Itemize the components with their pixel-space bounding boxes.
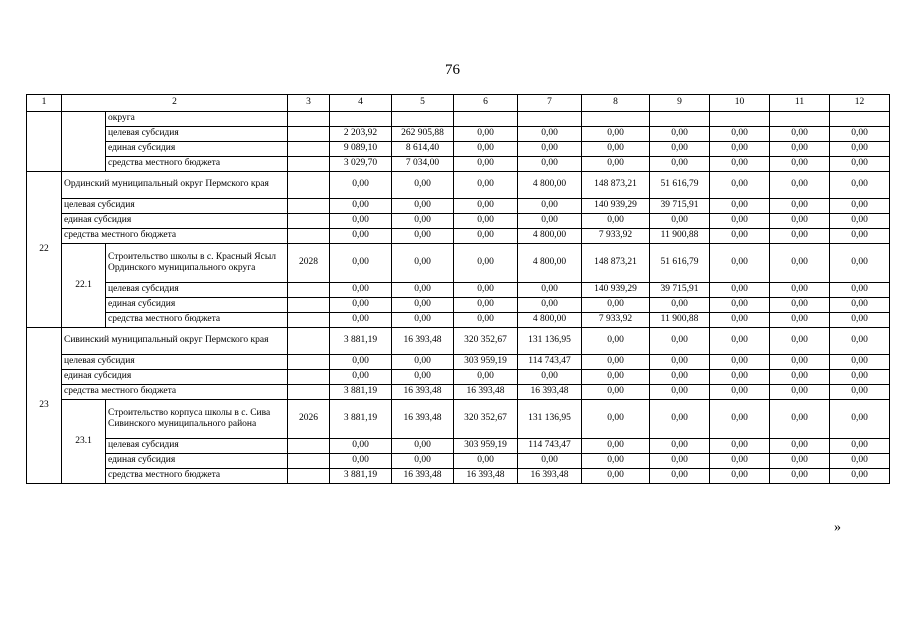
- value-cell: 9 089,10: [330, 142, 392, 157]
- index-cell: 23: [27, 328, 62, 484]
- value-cell: 0,00: [770, 439, 830, 454]
- value-cell: 0,00: [710, 127, 770, 142]
- row-label: Строительство школы в с. Красный Ясыл Ординского муниципального округа: [106, 244, 288, 283]
- value-cell: 0,00: [454, 370, 518, 385]
- value-cell: 0,00: [454, 214, 518, 229]
- row-label: целевая субсидия: [106, 127, 288, 142]
- year-cell: [288, 157, 330, 172]
- value-cell: 51 616,79: [650, 244, 710, 283]
- value-cell: 0,00: [392, 229, 454, 244]
- value-cell: 0,00: [392, 199, 454, 214]
- value-cell: 0,00: [392, 172, 454, 199]
- header-cell: 3: [288, 95, 330, 112]
- value-cell: 0,00: [392, 355, 454, 370]
- value-cell: 4 800,00: [518, 172, 582, 199]
- value-cell: 303 959,19: [454, 439, 518, 454]
- row-label: целевая субсидия: [62, 199, 288, 214]
- value-cell: 0,00: [518, 370, 582, 385]
- value-cell: 0,00: [710, 199, 770, 214]
- value-cell: 0,00: [710, 298, 770, 313]
- year-cell: [288, 385, 330, 400]
- value-cell: 0,00: [830, 244, 890, 283]
- value-cell: [518, 112, 582, 127]
- table-row: [27, 313, 890, 328]
- value-cell: 0,00: [650, 127, 710, 142]
- value-cell: 0,00: [454, 172, 518, 199]
- value-cell: 4 800,00: [518, 313, 582, 328]
- value-cell: 0,00: [330, 244, 392, 283]
- value-cell: [392, 112, 454, 127]
- year-cell: 2026: [288, 400, 330, 439]
- value-cell: 4 800,00: [518, 244, 582, 283]
- value-cell: 0,00: [770, 328, 830, 355]
- value-cell: 320 352,67: [454, 328, 518, 355]
- value-cell: 0,00: [770, 214, 830, 229]
- value-cell: 0,00: [650, 469, 710, 484]
- year-cell: [288, 454, 330, 469]
- value-cell: 0,00: [830, 400, 890, 439]
- value-cell: 39 715,91: [650, 283, 710, 298]
- value-cell: 0,00: [830, 157, 890, 172]
- year-cell: [288, 283, 330, 298]
- value-cell: 0,00: [330, 370, 392, 385]
- value-cell: 0,00: [330, 313, 392, 328]
- header-row: [27, 95, 890, 112]
- value-cell: 0,00: [582, 469, 650, 484]
- value-cell: 0,00: [650, 328, 710, 355]
- year-cell: [288, 214, 330, 229]
- value-cell: 16 393,48: [392, 400, 454, 439]
- value-cell: 0,00: [770, 313, 830, 328]
- value-cell: 11 900,88: [650, 229, 710, 244]
- value-cell: 114 743,47: [518, 439, 582, 454]
- value-cell: [454, 112, 518, 127]
- value-cell: 131 136,95: [518, 400, 582, 439]
- value-cell: 0,00: [330, 214, 392, 229]
- value-cell: 148 873,21: [582, 172, 650, 199]
- value-cell: 0,00: [710, 214, 770, 229]
- year-cell: [288, 172, 330, 199]
- value-cell: 7 034,00: [392, 157, 454, 172]
- value-cell: 0,00: [582, 214, 650, 229]
- value-cell: 0,00: [710, 229, 770, 244]
- value-cell: 0,00: [330, 298, 392, 313]
- value-cell: 0,00: [518, 454, 582, 469]
- value-cell: 0,00: [830, 439, 890, 454]
- value-cell: 0,00: [770, 283, 830, 298]
- value-cell: 0,00: [830, 313, 890, 328]
- value-cell: 320 352,67: [454, 400, 518, 439]
- table-row: [27, 370, 890, 385]
- value-cell: 0,00: [518, 298, 582, 313]
- budget-table: [26, 94, 890, 484]
- row-label: Строительство корпуса школы в с. Сива Сивинского муниципального района: [106, 400, 288, 439]
- year-cell: [288, 229, 330, 244]
- header-cell: 8: [582, 95, 650, 112]
- value-cell: 16 393,48: [454, 469, 518, 484]
- value-cell: 2 203,92: [330, 127, 392, 142]
- value-cell: 0,00: [650, 214, 710, 229]
- value-cell: 0,00: [830, 355, 890, 370]
- value-cell: 3 881,19: [330, 385, 392, 400]
- value-cell: 0,00: [650, 370, 710, 385]
- year-cell: [288, 469, 330, 484]
- year-cell: [288, 439, 330, 454]
- continuation-mark: »: [834, 520, 841, 535]
- value-cell: 0,00: [518, 142, 582, 157]
- year-cell: [288, 298, 330, 313]
- value-cell: 0,00: [454, 229, 518, 244]
- value-cell: 0,00: [650, 142, 710, 157]
- value-cell: 0,00: [392, 283, 454, 298]
- table-row: [27, 199, 890, 214]
- value-cell: 0,00: [710, 370, 770, 385]
- value-cell: 0,00: [770, 385, 830, 400]
- value-cell: [582, 112, 650, 127]
- row-label: округа: [106, 112, 288, 127]
- index-cell: 22: [27, 172, 62, 328]
- value-cell: 16 393,48: [518, 385, 582, 400]
- header-cell: 2: [62, 95, 288, 112]
- table-row: [27, 400, 890, 439]
- value-cell: 0,00: [330, 283, 392, 298]
- value-cell: 0,00: [392, 244, 454, 283]
- table-row: [27, 298, 890, 313]
- value-cell: 0,00: [454, 454, 518, 469]
- header-cell: 1: [27, 95, 62, 112]
- table-row: [27, 454, 890, 469]
- value-cell: 0,00: [830, 385, 890, 400]
- header-cell: 12: [830, 95, 890, 112]
- value-cell: 0,00: [650, 157, 710, 172]
- table-row: [27, 157, 890, 172]
- header-cell: 10: [710, 95, 770, 112]
- value-cell: 0,00: [830, 214, 890, 229]
- table-row: [27, 214, 890, 229]
- table-row: [27, 229, 890, 244]
- row-label: средства местного бюджета: [62, 385, 288, 400]
- value-cell: 0,00: [710, 400, 770, 439]
- value-cell: 7 933,92: [582, 229, 650, 244]
- value-cell: 0,00: [582, 127, 650, 142]
- header-cell: 9: [650, 95, 710, 112]
- value-cell: 0,00: [330, 229, 392, 244]
- value-cell: 0,00: [518, 283, 582, 298]
- value-cell: 0,00: [454, 244, 518, 283]
- subindex-cell: [62, 112, 106, 172]
- row-label: единая субсидия: [106, 454, 288, 469]
- value-cell: [650, 112, 710, 127]
- value-cell: 0,00: [330, 439, 392, 454]
- table-row: [27, 328, 890, 355]
- year-cell: [288, 112, 330, 127]
- value-cell: 0,00: [454, 157, 518, 172]
- value-cell: 16 393,48: [392, 328, 454, 355]
- value-cell: 0,00: [582, 454, 650, 469]
- year-cell: [288, 328, 330, 355]
- value-cell: 0,00: [392, 370, 454, 385]
- value-cell: 0,00: [392, 313, 454, 328]
- table-row: [27, 112, 890, 127]
- value-cell: 0,00: [650, 355, 710, 370]
- value-cell: 0,00: [830, 172, 890, 199]
- year-cell: [288, 142, 330, 157]
- value-cell: 0,00: [582, 355, 650, 370]
- value-cell: 0,00: [710, 283, 770, 298]
- value-cell: 114 743,47: [518, 355, 582, 370]
- value-cell: 0,00: [830, 283, 890, 298]
- value-cell: [710, 112, 770, 127]
- year-cell: [288, 127, 330, 142]
- value-cell: 0,00: [770, 127, 830, 142]
- value-cell: 0,00: [582, 439, 650, 454]
- value-cell: 0,00: [830, 298, 890, 313]
- value-cell: 16 393,48: [392, 385, 454, 400]
- row-label: целевая субсидия: [106, 439, 288, 454]
- value-cell: 0,00: [650, 298, 710, 313]
- header-cell: 5: [392, 95, 454, 112]
- value-cell: 0,00: [830, 127, 890, 142]
- row-label: единая субсидия: [62, 214, 288, 229]
- value-cell: [770, 112, 830, 127]
- year-cell: [288, 355, 330, 370]
- value-cell: 0,00: [454, 298, 518, 313]
- table-row: [27, 283, 890, 298]
- value-cell: 0,00: [770, 355, 830, 370]
- row-label: единая субсидия: [106, 298, 288, 313]
- year-cell: 2028: [288, 244, 330, 283]
- value-cell: 3 881,19: [330, 469, 392, 484]
- value-cell: 0,00: [392, 454, 454, 469]
- value-cell: 0,00: [582, 328, 650, 355]
- value-cell: 0,00: [392, 439, 454, 454]
- value-cell: 8 614,40: [392, 142, 454, 157]
- value-cell: [830, 112, 890, 127]
- table-row: [27, 172, 890, 199]
- value-cell: 0,00: [710, 244, 770, 283]
- value-cell: 0,00: [650, 454, 710, 469]
- value-cell: 3 881,19: [330, 400, 392, 439]
- value-cell: 0,00: [710, 469, 770, 484]
- value-cell: 0,00: [710, 157, 770, 172]
- value-cell: 0,00: [330, 199, 392, 214]
- value-cell: 0,00: [518, 127, 582, 142]
- value-cell: 0,00: [650, 400, 710, 439]
- row-label: целевая субсидия: [106, 283, 288, 298]
- value-cell: 0,00: [770, 400, 830, 439]
- year-cell: [288, 370, 330, 385]
- value-cell: 0,00: [770, 370, 830, 385]
- value-cell: 0,00: [518, 214, 582, 229]
- value-cell: 262 905,88: [392, 127, 454, 142]
- value-cell: 0,00: [454, 127, 518, 142]
- value-cell: 16 393,48: [518, 469, 582, 484]
- value-cell: 148 873,21: [582, 244, 650, 283]
- table-row: [27, 469, 890, 484]
- header-cell: 6: [454, 95, 518, 112]
- value-cell: 0,00: [518, 199, 582, 214]
- value-cell: 0,00: [830, 328, 890, 355]
- value-cell: 0,00: [650, 385, 710, 400]
- value-cell: 0,00: [710, 313, 770, 328]
- row-label: Сивинский муниципальный округ Пермского края: [62, 328, 288, 355]
- value-cell: 0,00: [830, 370, 890, 385]
- value-cell: 16 393,48: [454, 385, 518, 400]
- value-cell: 0,00: [830, 142, 890, 157]
- value-cell: 4 800,00: [518, 229, 582, 244]
- value-cell: 0,00: [710, 142, 770, 157]
- year-cell: [288, 199, 330, 214]
- index-cell: [27, 112, 62, 172]
- value-cell: 0,00: [770, 454, 830, 469]
- row-label: единая субсидия: [106, 142, 288, 157]
- value-cell: 0,00: [710, 355, 770, 370]
- value-cell: 0,00: [830, 199, 890, 214]
- value-cell: 0,00: [710, 385, 770, 400]
- value-cell: 3 881,19: [330, 328, 392, 355]
- value-cell: 0,00: [710, 439, 770, 454]
- year-cell: [288, 313, 330, 328]
- value-cell: 0,00: [392, 214, 454, 229]
- table-row: [27, 142, 890, 157]
- value-cell: 0,00: [770, 172, 830, 199]
- value-cell: 0,00: [518, 157, 582, 172]
- table-row: [27, 385, 890, 400]
- table-row: [27, 355, 890, 370]
- row-label: Ординский муниципальный округ Пермского края: [62, 172, 288, 199]
- value-cell: 3 029,70: [330, 157, 392, 172]
- value-cell: 51 616,79: [650, 172, 710, 199]
- page-number: 76: [445, 62, 460, 78]
- value-cell: 303 959,19: [454, 355, 518, 370]
- subindex-cell: 22.1: [62, 244, 106, 328]
- table-row: [27, 244, 890, 283]
- header-cell: 4: [330, 95, 392, 112]
- value-cell: 0,00: [330, 454, 392, 469]
- value-cell: 0,00: [582, 400, 650, 439]
- value-cell: 0,00: [770, 244, 830, 283]
- value-cell: 0,00: [582, 142, 650, 157]
- value-cell: 0,00: [770, 469, 830, 484]
- value-cell: 0,00: [770, 199, 830, 214]
- header-cell: 7: [518, 95, 582, 112]
- value-cell: 16 393,48: [392, 469, 454, 484]
- value-cell: 0,00: [770, 142, 830, 157]
- value-cell: 0,00: [770, 229, 830, 244]
- value-cell: 0,00: [582, 157, 650, 172]
- value-cell: 0,00: [582, 385, 650, 400]
- subindex-cell: 23.1: [62, 400, 106, 484]
- value-cell: 0,00: [710, 454, 770, 469]
- value-cell: 0,00: [830, 229, 890, 244]
- value-cell: 0,00: [454, 313, 518, 328]
- table-row: [27, 439, 890, 454]
- value-cell: 0,00: [454, 142, 518, 157]
- value-cell: 140 939,29: [582, 199, 650, 214]
- row-label: средства местного бюджета: [106, 469, 288, 484]
- value-cell: 0,00: [330, 355, 392, 370]
- value-cell: 0,00: [454, 283, 518, 298]
- value-cell: [330, 112, 392, 127]
- value-cell: 0,00: [392, 298, 454, 313]
- row-label: средства местного бюджета: [106, 157, 288, 172]
- value-cell: 0,00: [710, 328, 770, 355]
- header-cell: 11: [770, 95, 830, 112]
- value-cell: 11 900,88: [650, 313, 710, 328]
- value-cell: 140 939,29: [582, 283, 650, 298]
- value-cell: 0,00: [454, 199, 518, 214]
- row-label: целевая субсидия: [62, 355, 288, 370]
- value-cell: 0,00: [830, 454, 890, 469]
- row-label: единая субсидия: [62, 370, 288, 385]
- value-cell: 0,00: [770, 157, 830, 172]
- value-cell: 39 715,91: [650, 199, 710, 214]
- value-cell: 0,00: [770, 298, 830, 313]
- value-cell: 0,00: [650, 439, 710, 454]
- value-cell: 0,00: [710, 172, 770, 199]
- value-cell: 0,00: [582, 370, 650, 385]
- value-cell: 131 136,95: [518, 328, 582, 355]
- value-cell: 0,00: [582, 298, 650, 313]
- row-label: средства местного бюджета: [106, 313, 288, 328]
- value-cell: 0,00: [330, 172, 392, 199]
- row-label: средства местного бюджета: [62, 229, 288, 244]
- value-cell: 7 933,92: [582, 313, 650, 328]
- table-row: [27, 127, 890, 142]
- value-cell: 0,00: [830, 469, 890, 484]
